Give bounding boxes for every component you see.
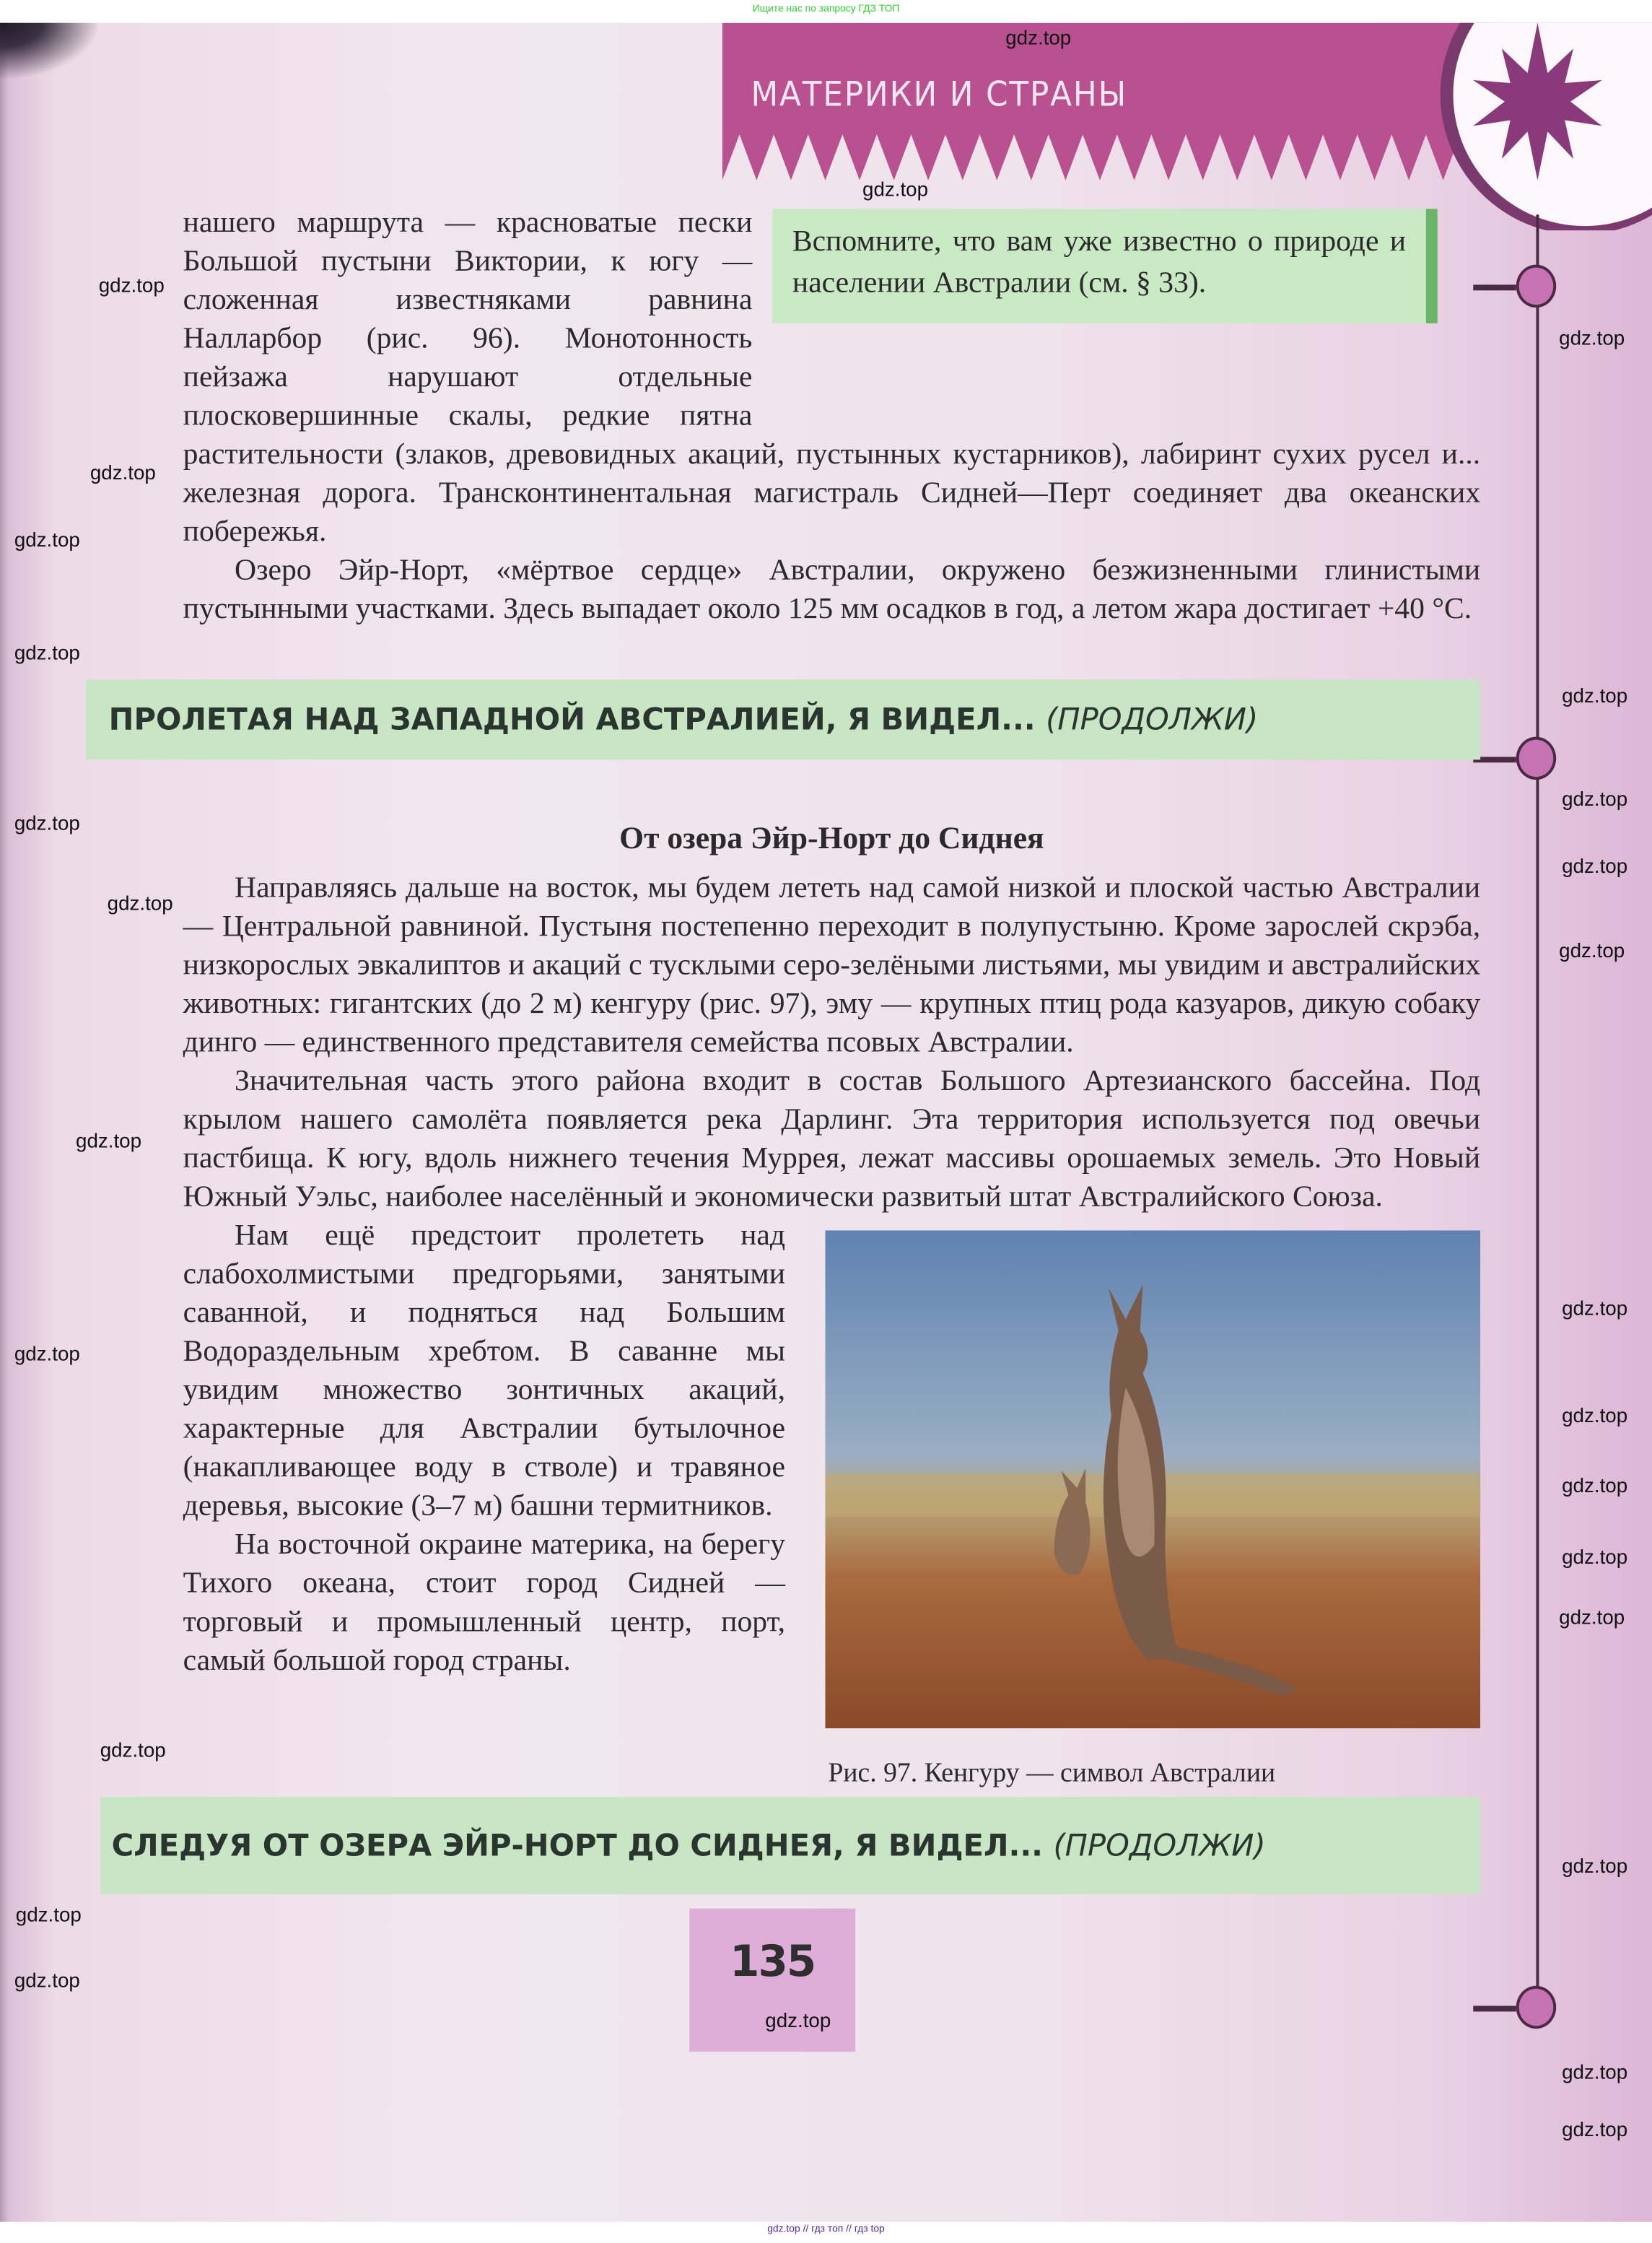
watermark: gdz.top [14,528,80,551]
recall-box-wrap [772,203,1480,403]
task-hint: (ПРОДОЛЖИ) [1053,1828,1266,1863]
watermark: gdz.top [14,1341,80,1365]
watermark: gdz.top [765,2008,831,2032]
watermark: gdz.top [1562,786,1628,810]
watermark: gdz.top [14,1968,80,1992]
star-emblem-icon [1416,23,1652,230]
watermark: gdz.top [1562,1545,1628,1569]
task-banner-to-sydney [100,1797,1480,1894]
task-text: СЛЕДУЯ ОТ ОЗЕРА ЭЙР-НОРТ ДО СИДНЕЯ, Я ВИДЕЛ... [111,1828,1043,1863]
paragraph: нашего маршрута — красноватые пески Большой пустыни Виктории, к югу — сложенная известняками равнина Налларбор (рис. 96). Монотонность пейзажа нарушают отдельные плосковершинные скалы, редкие пятна растительности (злаков, древовидных акаций, пустынных кустарников), лабиринт сухих русел и... железная дорога. Трансконтинентальная магистраль Сидней—Перт соединяет два океанских побережья. [183,204,1481,549]
watermark: gdz.top [1562,1473,1628,1497]
footer-note: gdz.top // гдз топ // гдз top [767,2224,885,2235]
watermark: gdz.top [1562,1403,1628,1427]
paragraph: Озеро Эйр-Норт, «мёртвое сердце» Австралии, окружено безжизненными глинистыми пустынными участками. Здесь выпадает около 125 мм осадков в год, а летом жара достигает +40 °С. [183,552,1481,626]
watermark: gdz.top [100,1738,166,1761]
watermark: gdz.top [1559,326,1625,349]
watermark: gdz.top [1559,938,1625,962]
task-text: ПРОЛЕТАЯ НАД ЗАПАДНОЙ АВСТРАЛИЕЙ, Я ВИДЕЛ... [108,702,1036,737]
figure-97 [805,1230,1480,1791]
watermark: gdz.top [14,811,80,835]
watermark: gdz.top [107,891,173,915]
page-number-box [689,1909,855,2052]
page-number: 135 [730,1937,816,1987]
watermark: gdz.top [1559,1605,1625,1629]
watermark: gdz.top [1562,684,1628,707]
timeline-marker [1516,1986,1556,2029]
figure-caption: Рис. 97. Кенгуру — символ Австралии [828,1758,1276,1789]
task-hint: (ПРОДОЛЖИ) [1046,702,1259,737]
top-search-note: Ищите нас по запросу ГДЗ ТОП [752,4,900,14]
recall-box: Вспомните, что вам уже известно о природе и населении Австралии (см. § 33). [772,209,1438,323]
main-text [86,203,1480,2051]
paragraph: Направляясь дальше на восток, мы будем лететь над самой низкой и плоской частью Австралии — Центральной равниной. Пустыня постепенно переходит в полупустыню. Кроме зарослей скрэба, низкорослых эвкалиптов и акаций с тусклыми серо-зелёными листьями, мы увидим и австралийских животных: гигантских (до 2 м) кенгуру (рис. 97), эму — крупных птиц рода казуаров, дикую собаку динго — единственного представителя семейства псовых Австралии. [183,869,1481,1059]
timeline-line [1536,214,1539,2005]
watermark: gdz.top [1005,25,1072,49]
watermark: gdz.top [1562,854,1628,877]
watermark: gdz.top [76,1128,142,1152]
task-banner-western-australia [86,679,1480,759]
watermark: gdz.top [15,1902,82,1926]
watermark: gdz.top [14,640,80,664]
section-title: МАТЕРИКИ И СТРАНЫ [751,74,1128,115]
watermark: gdz.top [89,461,156,484]
watermark: gdz.top [1562,1296,1628,1320]
watermark: gdz.top [1562,2060,1628,2083]
timeline-marker [1516,737,1556,780]
paragraph: На восточной окраине материка, на берегу Тихого океана, стоит город Сидней — торговый и промышленный центр, порт, самый большой город страны. [183,1526,786,1677]
watermark: gdz.top [1562,2117,1628,2140]
watermark: gdz.top [1562,1854,1628,1878]
section-heading: От озера Эйр-Норт до Сиднея [619,819,1044,856]
timeline-marker [1516,265,1556,308]
paragraph: Значительная часть этого района входит в состав Большого Артезианского бассейна. Под крылом нашего самолёта появляется река Дарлинг. Эта территория используется под овечьи пастбища. К югу, вдоль нижнего течения Муррея, лежат массивы орошаемых земель. Это Новый Южный Уэльс, наиболее населённый и экономически развитый штат Австралийского Союза. [183,1063,1481,1214]
paragraph: Нам ещё предстоит пролететь над слабохолмистыми предгорьями, занятыми саванной, и подняться над Большим Водораздельным хребтом. В саванне мы увидим множество зонтичных акаций, характерные для Австралии бутылочное (накапливающее воду в стволе) и травяное деревья, высокие (3–7 м) башни термитников. [183,1217,786,1523]
watermark: gdz.top [862,177,929,201]
kangaroo-photo [825,1230,1480,1728]
watermark: gdz.top [98,273,165,297]
